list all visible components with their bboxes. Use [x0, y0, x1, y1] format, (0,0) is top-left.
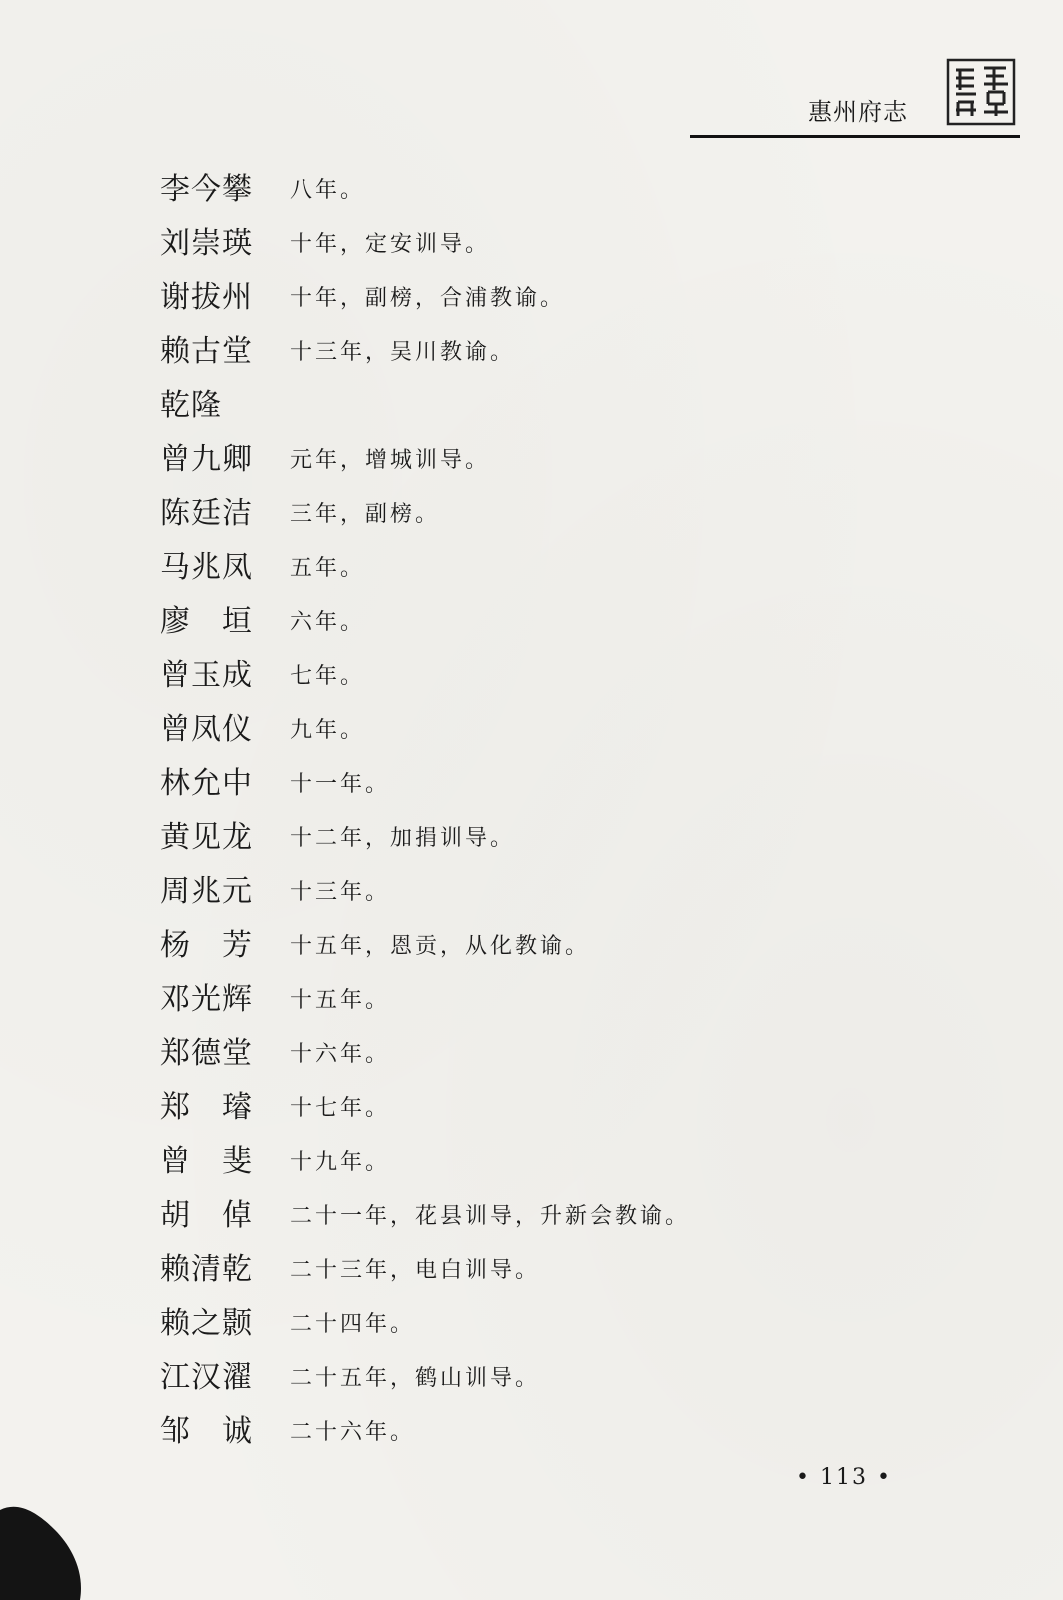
entry-name: 邓光辉	[160, 982, 253, 1017]
entry-desc: 十六年。	[290, 1042, 391, 1067]
entry-desc: 十九年。	[290, 1150, 391, 1175]
entry-desc: 五年。	[290, 556, 366, 581]
entry-name: 谢拔州	[160, 280, 253, 315]
entry-name: 赖之颢	[160, 1306, 253, 1341]
list-item	[160, 1302, 920, 1346]
entry-desc: 八年。	[290, 178, 366, 203]
seal-stamp-icon	[946, 58, 1016, 126]
scan-shadow-decoration	[0, 1490, 90, 1600]
entry-desc: 十三年，吴川教谕。	[290, 340, 516, 365]
list-item	[160, 708, 920, 752]
entry-name: 杨 芳	[160, 928, 253, 963]
list-item	[160, 870, 920, 914]
entry-desc: 九年。	[290, 718, 366, 743]
entry-name: 曾玉成	[160, 658, 253, 693]
list-item	[160, 1032, 920, 1076]
entry-desc: 二十一年，花县训导，升新会教谕。	[290, 1204, 691, 1229]
entry-name: 李今攀	[160, 172, 253, 207]
entry-name: 胡 倬	[160, 1198, 253, 1233]
entry-desc: 十一年。	[290, 772, 391, 797]
entry-desc: 二十三年，电白训导。	[290, 1258, 541, 1283]
entry-name: 廖 垣	[160, 604, 253, 639]
entry-desc: 十二年，加捐训导。	[290, 826, 516, 851]
list-item	[160, 600, 920, 644]
entry-desc: 十五年，恩贡，从化教谕。	[290, 934, 591, 959]
entry-desc: 二十六年。	[290, 1420, 416, 1445]
list-item	[160, 654, 920, 698]
entry-desc: 三年，副榜。	[290, 502, 441, 527]
list-item	[160, 1410, 920, 1454]
page-number: • 113 •	[796, 1465, 892, 1490]
entry-name: 曾九卿	[160, 442, 253, 477]
running-header-title: 惠州府志	[808, 98, 908, 126]
entry-name: 刘崇瑛	[160, 226, 253, 261]
entry-name: 邹 诚	[160, 1414, 253, 1449]
entry-name: 曾 斐	[160, 1144, 253, 1179]
entry-name: 黄见龙	[160, 820, 253, 855]
header-rule	[690, 135, 1020, 138]
entry-desc: 十七年。	[290, 1096, 391, 1121]
entry-desc: 十年，定安训导。	[290, 232, 491, 257]
list-item	[160, 816, 920, 860]
entry-desc: 元年，增城训导。	[290, 448, 491, 473]
entry-name: 周兆元	[160, 874, 253, 909]
list-item	[160, 222, 920, 266]
list-item	[160, 492, 920, 536]
list-item	[160, 924, 920, 968]
list-item	[160, 546, 920, 590]
entry-name: 陈廷洁	[160, 496, 253, 531]
list-item	[160, 330, 920, 374]
entry-name: 林允中	[160, 766, 253, 801]
entry-desc: 十三年。	[290, 880, 391, 905]
list-item	[160, 1248, 920, 1292]
list-item	[160, 978, 920, 1022]
entry-desc: 十五年。	[290, 988, 391, 1013]
entry-name: 郑德堂	[160, 1036, 253, 1071]
entry-name: 江汉濯	[160, 1360, 253, 1395]
list-item	[160, 1194, 920, 1238]
entry-desc: 六年。	[290, 610, 366, 635]
list-item	[160, 168, 920, 212]
list-item	[160, 762, 920, 806]
entry-desc: 二十五年，鹤山训导。	[290, 1366, 541, 1391]
entry-name: 赖清乾	[160, 1252, 253, 1287]
entry-desc: 七年。	[290, 664, 366, 689]
entry-name: 曾凤仪	[160, 712, 253, 747]
list-item	[160, 1086, 920, 1130]
list-item	[160, 1140, 920, 1184]
list-item	[160, 438, 920, 482]
era-heading: 乾隆	[160, 388, 222, 423]
entry-desc: 十年，副榜，合浦教谕。	[290, 286, 566, 311]
entry-name: 马兆凤	[160, 550, 253, 585]
entry-name: 赖古堂	[160, 334, 253, 369]
list-item	[160, 384, 920, 428]
entry-desc: 二十四年。	[290, 1312, 416, 1337]
list-item	[160, 1356, 920, 1400]
list-item	[160, 276, 920, 320]
entry-name: 郑 璿	[160, 1090, 253, 1125]
